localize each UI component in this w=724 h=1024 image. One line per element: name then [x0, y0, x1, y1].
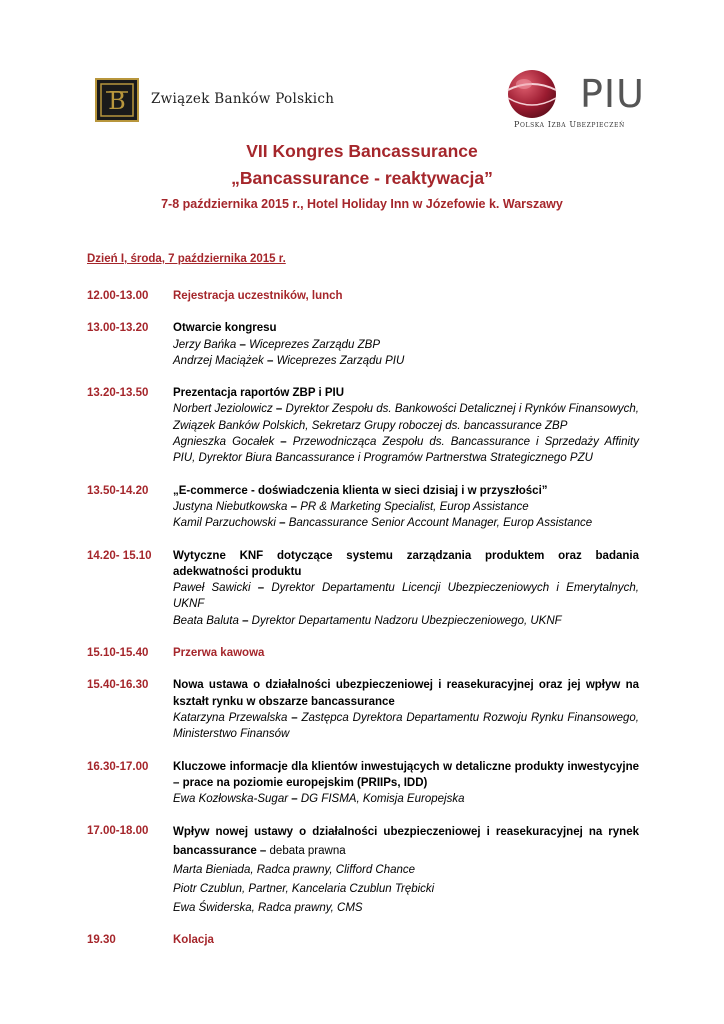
agenda-topic: Prezentacja raportów ZBP i PIU: [173, 387, 345, 400]
agenda-topic: Otwarcie kongresu: [173, 322, 277, 335]
speaker-line: Marta Bieniada, Radca prawny, Clifford Chance: [173, 864, 416, 877]
speaker-line: Norbert Jeziolowicz – Dyrektor Zespołu ds. Bankowości Detalicznej i Rynków Finansowych, Związek Banków Polskich, Sekretarz Grupy roboczej ds. bancassurance ZBP: [173, 403, 639, 432]
piu-globe-icon: [502, 68, 576, 120]
speaker-role: PR & Marketing Specialist, Europ Assistance: [300, 500, 529, 513]
svg-text:B: B: [108, 87, 126, 115]
speaker-line: Justyna Niebutkowska – PR & Marketing Specialist, Europ Assistance: [173, 500, 529, 513]
agenda-time: 17.00-18.00: [87, 825, 149, 838]
speaker-role: Przewodnicząca Zespołu ds. Bancassurance i Sprzedaży Affinity PIU, Dyrektor Biura Bancassurance i Programów Partnerstwa Strategicznego PZU: [173, 436, 639, 465]
speaker-line: Andrzej Maciążek – Wiceprezes Zarządu PIU: [173, 354, 405, 367]
agenda-topic: Nowa ustawa o działalności ubezpieczeniowej i reasekuracyjnej oraz jej wpływ na kształt rynku w obszarze bancassurance: [173, 679, 639, 708]
congress-venue: 7-8 października 2015 r., Hotel Holiday Inn w Józefowie k. Warszawy: [161, 197, 563, 211]
congress-subtitle: „Bancassurance - reaktywacja”: [231, 168, 493, 188]
agenda-item: [87, 548, 639, 629]
agenda-topic: Wytyczne KNF dotyczące systemu zarządzania produktem oraz badania adekwatności produktu: [173, 549, 639, 578]
speaker-role: Dyrektor Departamentu Nadzoru Ubezpieczeniowego, UKNF: [251, 614, 562, 627]
agenda-time: 16.30-17.00: [87, 760, 149, 773]
zbp-emblem-icon: [95, 78, 139, 122]
speaker-role: Bancassurance Senior Account Manager, Europ Assistance: [288, 517, 593, 530]
speaker-role: Dyrektor Departamentu Licencji Ubezpieczeniowych i Emerytalnych, UKNF: [173, 582, 640, 611]
agenda-time: 14.20- 15.10: [87, 549, 152, 562]
speaker-line: Ewa Świderska, Radca prawny, CMS: [173, 902, 363, 915]
agenda-item: [87, 385, 639, 466]
agenda-time: 19.30: [87, 934, 116, 947]
agenda-item: [87, 288, 639, 304]
agenda-topic: [173, 823, 639, 861]
speaker-name: Beata Baluta: [173, 614, 239, 627]
speaker-line: Agnieszka Gocałek – Przewodnicząca Zespołu ds. Bancassurance i Sprzedaży Affinity PIU, Dyrektor Biura Bancassurance i Programów Partnerstwa Strategicznego PZU: [173, 436, 639, 465]
agenda-topic-main: Wpływ nowej ustawy o działalności ubezpieczeniowej i reasekuracyjnej na rynek bancassurance –: [173, 826, 639, 858]
speaker-role: DG FISMA, Komisja Europejska: [300, 793, 465, 806]
agenda-item: [87, 320, 639, 369]
agenda-time: 15.40-16.30: [87, 679, 149, 692]
speaker-name: Norbert Jeziolowicz: [173, 403, 273, 416]
speaker-line: Jerzy Bańka – Wiceprezes Zarządu ZBP: [173, 338, 381, 351]
speaker-name: Kamil Parzuchowski: [173, 517, 280, 530]
agenda-time: 15.10-15.40: [87, 647, 149, 660]
agenda-topic: „E-commerce - doświadczenia klienta w sieci dzisiaj i w przyszłości”: [173, 484, 548, 497]
piu-wordmark: PIU: [580, 72, 645, 116]
agenda-time: 12.00-13.00: [87, 290, 149, 302]
agenda-topic: Kolacja: [173, 934, 214, 947]
agenda-item: [87, 759, 639, 808]
speaker-role: Zastępca Dyrektora Departamentu Rozwoju Rynku Finansowego, Ministerstwo Finansów: [173, 711, 639, 741]
piu-logo: [500, 68, 645, 138]
speaker-line: Piotr Czublun, Partner, Kancelaria Czublun Trębicki: [173, 883, 435, 896]
speaker-line: Ewa Kozłowska-Sugar – DG FISMA, Komisja Europejska: [173, 793, 465, 806]
speaker-name: Paweł Sawicki: [173, 582, 251, 595]
piu-subtitle: Polska Izba Ubezpieczeń: [514, 120, 625, 129]
day-heading: Dzień I, środa, 7 października 2015 r.: [87, 253, 286, 265]
agenda-topic: Przerwa kawowa: [173, 647, 265, 660]
title-block: [0, 140, 724, 213]
speaker-line: Paweł Sawicki – Dyrektor Departamentu Licencji Ubezpieczeniowych i Emerytalnych, UKNF: [173, 582, 640, 611]
agenda-item: [87, 932, 639, 948]
agenda-item: [87, 823, 639, 918]
agenda-list: [87, 288, 639, 962]
zbp-name: Związek Banków Polskich: [151, 91, 335, 107]
speaker-line: Katarzyna Przewalska – Zastępca Dyrektora Departamentu Rozwoju Rynku Finansowego, Ministerstwo Finansów: [173, 711, 639, 741]
speaker-line: Beata Baluta – Dyrektor Departamentu Nadzoru Ubezpieczeniowego, UKNF: [173, 614, 562, 627]
congress-title: VII Kongres Bancassurance: [246, 141, 478, 161]
agenda-topic: Kluczowe informacje dla klientów inwestujących w detaliczne produkty inwestycyjne – prace na poziomie europejskim (PRIIPs, IDD): [173, 760, 639, 789]
agenda-item: [87, 645, 639, 661]
speaker-name: Katarzyna Przewalska: [173, 711, 288, 724]
speaker-line: Kamil Parzuchowski – Bancassurance Senior Account Manager, Europ Assistance: [173, 517, 593, 530]
speaker-role: Wiceprezes Zarządu ZBP: [249, 338, 381, 351]
agenda-time: 13.20-13.50: [87, 387, 149, 400]
speaker-role: Dyrektor Zespołu ds. Bankowości Detalicznej i Rynków Finansowych, Związek Banków Polskich, Sekretarz Grupy roboczej ds. bancassurance ZBP: [173, 403, 639, 432]
agenda-time: 13.00-13.20: [87, 322, 149, 335]
speaker-role: Wiceprezes Zarządu PIU: [276, 354, 405, 367]
zbp-logo: [95, 78, 355, 124]
agenda-topic: Rejestracja uczestników, lunch: [173, 290, 343, 302]
agenda-item: [87, 483, 639, 532]
speaker-name: Justyna Niebutkowska: [173, 500, 288, 513]
agenda-time: 13.50-14.20: [87, 484, 149, 497]
speaker-name: Agnieszka Gocałek: [173, 436, 281, 449]
agenda-topic-suffix: debata prawna: [266, 845, 346, 858]
speaker-name: Ewa Kozłowska-Sugar: [173, 793, 292, 806]
speaker-name: Jerzy Bańka: [173, 338, 237, 351]
speaker-name: Andrzej Maciążek: [173, 354, 267, 367]
agenda-item: [87, 677, 639, 742]
